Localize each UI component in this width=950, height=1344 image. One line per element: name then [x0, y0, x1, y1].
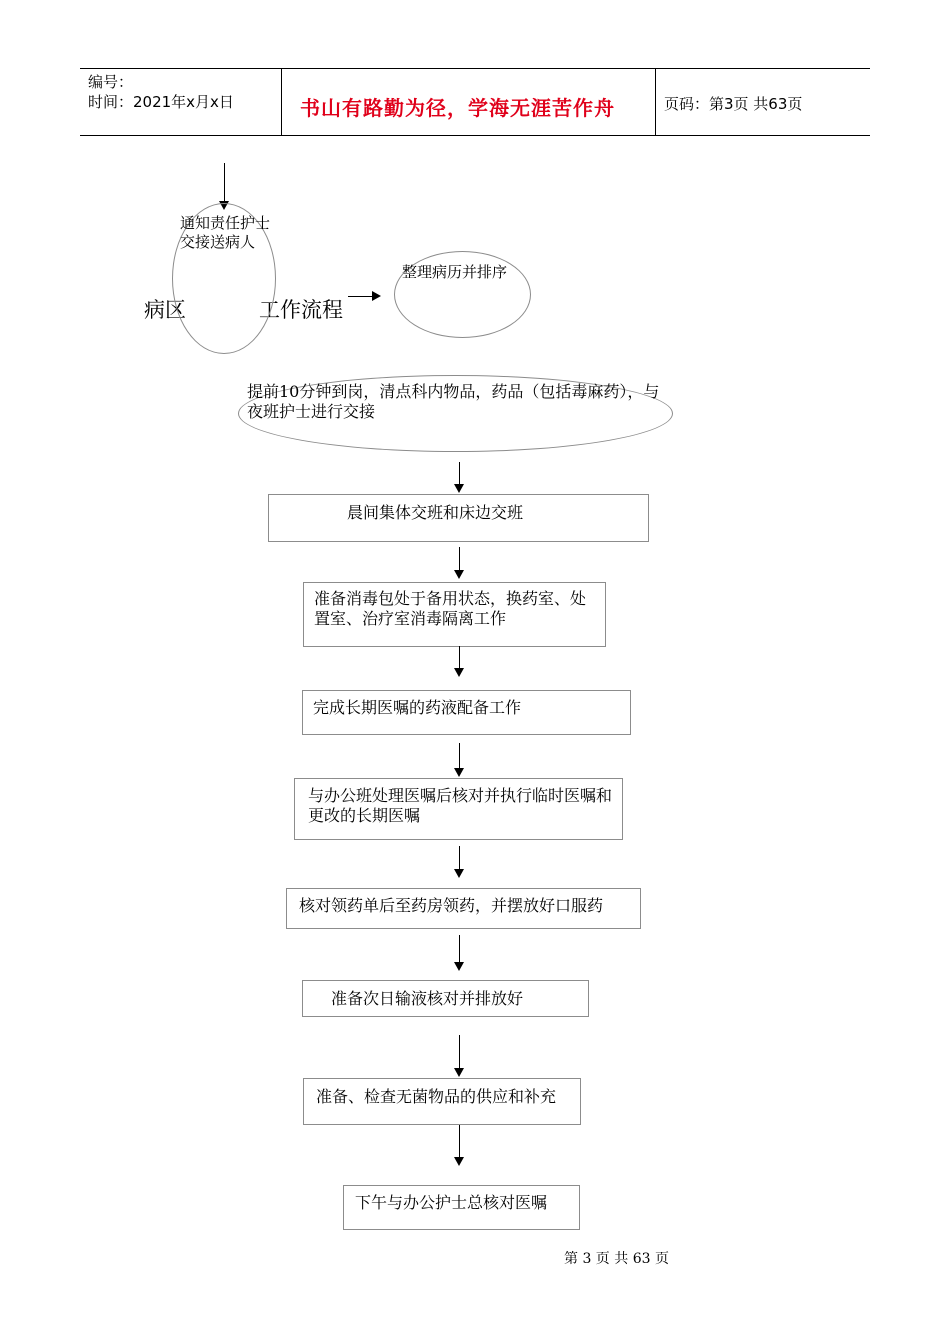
step-next-day-infusion-text: 准备次日输液核对并排放好 [331, 989, 524, 1008]
header-divider-left [281, 68, 282, 136]
page-footer: 第 3 页 共 63 页 [564, 1251, 669, 1267]
arrow-into-notify [224, 163, 225, 201]
step-sterile-supplies-text: 准备、检查无菌物品的供应和补充 [316, 1087, 557, 1106]
step-temporary-orders [294, 778, 623, 840]
step-afternoon-check-text: 下午与办公护士总核对医嘱 [355, 1193, 548, 1212]
arrow-4 [459, 743, 460, 768]
arrow-1 [459, 462, 460, 484]
header-divider-right [655, 68, 656, 136]
header-top-line [80, 68, 870, 69]
page-title-left: 病区 [144, 298, 186, 322]
arrow-6 [459, 935, 460, 962]
handover-text: 提前10分钟到岗，清点科内物品，药品（包括毒麻药），与夜班护士进行交接 [247, 382, 660, 421]
arrow-7 [459, 1035, 460, 1068]
header-bottom-line [80, 135, 870, 136]
arrow-2 [459, 547, 460, 570]
step-pharmacy-text: 核对领药单后至药房领药，并摆放好口服药 [299, 896, 604, 915]
step-long-term-orders-text: 完成长期医嘱的药液配备工作 [313, 698, 522, 717]
page-title-right: 工作流程 [259, 298, 343, 322]
step-disinfection [303, 582, 606, 647]
title-cover [168, 292, 258, 326]
step-afternoon-check [343, 1185, 580, 1230]
document-number: 编号： [88, 73, 134, 91]
arrow-8 [459, 1125, 460, 1157]
arrow-3 [459, 646, 460, 668]
step-morning-shift [268, 494, 649, 542]
step-next-day-infusion [302, 980, 589, 1017]
arrow-5 [459, 846, 460, 869]
sort-records-text: 整理病历并排序 [402, 263, 508, 281]
arrow-to-sort-records [348, 296, 372, 297]
step-morning-shift-text: 晨间集体交班和床边交班 [347, 503, 524, 522]
step-long-term-orders [302, 690, 631, 735]
step-pharmacy [286, 888, 641, 929]
step-sterile-supplies [303, 1078, 581, 1125]
document-date: 时间：2021年x月x日 [88, 93, 234, 111]
page-indicator: 页码：第3页 共63页 [664, 95, 803, 113]
header-motto: 书山有路勤为径，学海无涯苦作舟 [300, 96, 615, 120]
step-disinfection-text: 准备消毒包处于备用状态，换药室、处置室、治疗室消毒隔离工作 [314, 589, 587, 628]
step-temporary-orders-text: 与办公班处理医嘱后核对并执行临时医嘱和更改的长期医嘱 [308, 786, 613, 825]
notify-text: 通知责任护士交接送病人 [180, 214, 271, 251]
